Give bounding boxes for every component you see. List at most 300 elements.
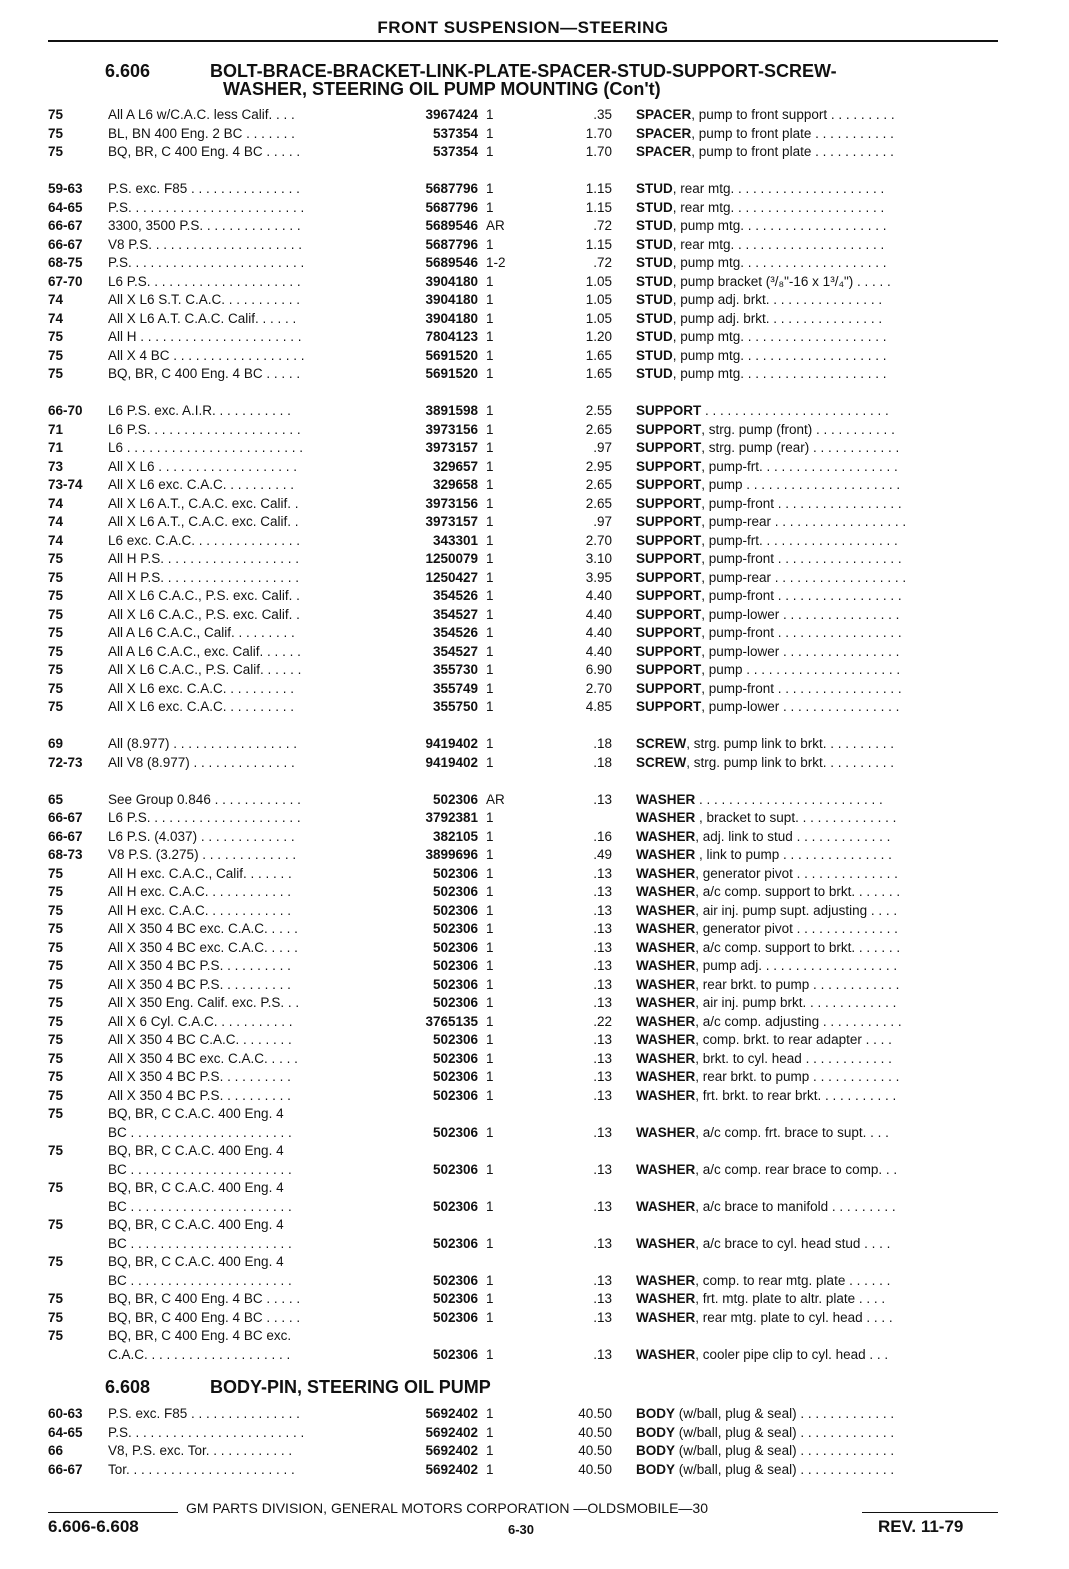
- price-cell: 1.65: [585, 366, 612, 381]
- part-name: SUPPORT: [636, 477, 702, 492]
- part-description: , pump mtg. . . . . . . . . . . . . . . . . . . .: [672, 347, 887, 363]
- price-cell: 4.40: [585, 606, 612, 622]
- table-row: [0, 1216, 1069, 1234]
- year-cell: 69: [48, 736, 64, 751]
- description-cell: [636, 661, 998, 679]
- part-number-cell: 329657: [432, 458, 478, 474]
- part-name: WASHER: [636, 810, 696, 825]
- table-row: [0, 1405, 1069, 1423]
- part-description: , rear mtg. . . . . . . . . . . . . . . . . . . . .: [672, 181, 885, 196]
- quantity-cell: 1: [486, 921, 494, 936]
- application-cell: P.S. exc. F85 . . . . . . . . . . . . . . .: [108, 1406, 300, 1421]
- description-cell: [636, 495, 998, 513]
- part-number-cell: 3792381: [425, 810, 478, 825]
- description-cell: [636, 458, 998, 476]
- quantity-cell: 1: [486, 403, 494, 418]
- part-description: , pump . . . . . . . . . . . . . . . . . . . . .: [701, 662, 901, 677]
- quantity-cell: 1: [486, 273, 494, 289]
- price-cell: 1.15: [585, 236, 612, 252]
- application-cell: BC . . . . . . . . . . . . . . . . . . . . . .: [108, 1235, 292, 1251]
- part-name: BODY: [636, 1424, 676, 1440]
- year-cell: 72-73: [48, 754, 83, 770]
- price-cell: .13: [593, 1198, 612, 1214]
- application-cell: All X 350 Eng. Calif. exc. P.S. . .: [108, 995, 300, 1010]
- year-cell: 75: [48, 1050, 64, 1066]
- table-row: [0, 1068, 1069, 1086]
- table-row: [0, 1087, 1069, 1105]
- price-cell: 1.65: [585, 347, 612, 363]
- quantity-cell: 1: [486, 754, 494, 770]
- application-cell: All H . . . . . . . . . . . . . . . . . . . . . .: [108, 329, 302, 344]
- part-description: (w/ball, plug & seal) . . . . . . . . . . . . .: [675, 1443, 895, 1458]
- part-number-cell: 537354: [432, 125, 478, 141]
- description-cell: [636, 439, 998, 457]
- part-description: , adj. link to stud . . . . . . . . . . . . .: [695, 828, 891, 844]
- footer-revision: REV. 11-79: [878, 1517, 964, 1536]
- quantity-cell: AR: [486, 791, 505, 807]
- part-description: , pump mtg. . . . . . . . . . . . . . . . . . . .: [672, 329, 887, 344]
- part-description: , pump adj. brkt. . . . . . . . . . . . . . . .: [672, 310, 883, 326]
- part-description: , pump-lower . . . . . . . . . . . . . . . .: [701, 606, 900, 622]
- price-cell: .18: [593, 736, 612, 751]
- part-number-cell: 502306: [432, 1161, 478, 1177]
- application-cell: L6 P.S. exc. A.I.R. . . . . . . . . . .: [108, 403, 291, 418]
- part-description: , pump-front . . . . . . . . . . . . . . . . .: [701, 680, 902, 696]
- part-name: WASHER: [636, 1032, 696, 1047]
- quantity-cell: AR: [486, 218, 505, 233]
- quantity-cell: 1: [486, 1069, 494, 1084]
- quantity-cell: 1: [486, 736, 494, 751]
- part-name: WASHER: [636, 1013, 696, 1029]
- application-cell: All X L6 . . . . . . . . . . . . . . . . . . .: [108, 458, 298, 474]
- application-cell: 3300, 3500 P.S. . . . . . . . . . . . . .: [108, 218, 301, 233]
- quantity-cell: 1: [486, 643, 494, 659]
- table-row: [0, 476, 1069, 494]
- quantity-cell: 1-2: [486, 255, 506, 270]
- part-description: , pump adj. . . . . . . . . . . . . . . . . . .: [695, 958, 898, 973]
- part-number-cell: 502306: [432, 1235, 478, 1251]
- description-cell: [636, 1346, 998, 1364]
- part-description: , comp. to rear mtg. plate . . . . . .: [695, 1272, 891, 1288]
- quantity-cell: 1: [486, 884, 494, 899]
- description-cell: [636, 125, 998, 143]
- part-description: , strg. pump (front) . . . . . . . . . . .: [701, 421, 895, 437]
- description-cell: [636, 865, 998, 883]
- description-cell: [636, 1309, 998, 1327]
- price-cell: .16: [593, 828, 612, 844]
- part-number-cell: 5692402: [425, 1461, 478, 1477]
- part-name: WASHER: [636, 791, 696, 807]
- price-cell: 1.05: [585, 292, 612, 307]
- quantity-cell: 1: [486, 366, 494, 381]
- application-cell: BQ, BR, C C.A.C. 400 Eng. 4: [108, 1180, 284, 1195]
- part-name: BODY: [636, 1406, 676, 1421]
- quantity-cell: 1: [486, 1124, 494, 1140]
- description-cell: [636, 883, 998, 901]
- part-number-cell: 354526: [432, 625, 478, 640]
- application-cell: BQ, BR, C 400 Eng. 4 BC . . . . .: [108, 1291, 301, 1306]
- application-cell: L6 P.S. (4.037) . . . . . . . . . . . . .: [108, 828, 295, 844]
- table-row: [0, 1198, 1069, 1216]
- table-row: [0, 791, 1069, 809]
- table-row: [0, 624, 1069, 642]
- price-cell: 2.65: [585, 495, 612, 511]
- description-cell: [636, 347, 998, 365]
- year-cell: 66-70: [48, 403, 83, 418]
- price-cell: 2.65: [585, 421, 612, 437]
- table-row: [0, 735, 1069, 753]
- part-number-cell: 329658: [432, 477, 478, 492]
- description-cell: [636, 402, 998, 420]
- part-description: , pump mtg. . . . . . . . . . . . . . . . . . . .: [672, 366, 887, 381]
- part-name: STUD: [636, 199, 673, 215]
- price-cell: 4.40: [585, 625, 612, 640]
- part-number-cell: 5687796: [425, 236, 478, 252]
- footer-division: GM PARTS DIVISION, GENERAL MOTORS CORPORATION —OLDSMOBILE—30: [186, 1500, 708, 1516]
- application-cell: All X L6 exc. C.A.C. . . . . . . . . .: [108, 477, 295, 492]
- part-number-cell: 3973157: [425, 440, 478, 455]
- table-row: [0, 550, 1069, 568]
- part-name: STUD: [636, 292, 673, 307]
- year-cell: 75: [48, 662, 64, 677]
- table-row: [0, 680, 1069, 698]
- part-name: SUPPORT: [636, 514, 702, 529]
- part-number-cell: 502306: [432, 1198, 478, 1214]
- part-description: , generator pivot . . . . . . . . . . . . . .: [695, 921, 898, 936]
- table-row: [0, 1142, 1069, 1160]
- part-description: (w/ball, plug & seal) . . . . . . . . . . . . .: [675, 1461, 895, 1477]
- description-cell: [636, 976, 998, 994]
- part-description: , frt. mtg. plate to altr. plate . . . .: [695, 1291, 886, 1306]
- section-number: 6.608: [105, 1377, 151, 1397]
- description-cell: [636, 365, 998, 383]
- price-cell: .97: [593, 440, 612, 455]
- price-cell: .13: [593, 865, 612, 881]
- description-cell: [636, 1013, 998, 1031]
- price-cell: 2.70: [585, 532, 612, 548]
- price-cell: .22: [593, 1013, 612, 1029]
- price-cell: .13: [593, 1032, 612, 1047]
- part-description: , a/c comp. support to brkt. . . . . . .: [695, 884, 901, 899]
- part-name: WASHER: [636, 995, 696, 1010]
- part-description: , pump-rear . . . . . . . . . . . . . . . . . .: [701, 514, 907, 529]
- part-description: , pump bracket (³/₈"-16 x 1³/₄") . . . . .: [672, 273, 891, 289]
- price-cell: 2.70: [585, 680, 612, 696]
- application-cell: All X 350 4 BC C.A.C. . . . . . . .: [108, 1032, 292, 1047]
- year-cell: 75: [48, 1087, 64, 1103]
- table-row: [0, 1461, 1069, 1479]
- table-row: [0, 513, 1069, 531]
- part-number-cell: 5692402: [425, 1443, 478, 1458]
- year-cell: 66-67: [48, 810, 83, 825]
- quantity-cell: 1: [486, 1346, 494, 1362]
- application-cell: L6 P.S. . . . . . . . . . . . . . . . . . . . .: [108, 421, 301, 437]
- part-description: , pump-front . . . . . . . . . . . . . . . . .: [701, 625, 902, 640]
- description-cell: [636, 532, 998, 550]
- part-description: , pump-front . . . . . . . . . . . . . . . . .: [701, 588, 902, 603]
- description-cell: [636, 643, 998, 661]
- table-row: [0, 458, 1069, 476]
- application-cell: L6 . . . . . . . . . . . . . . . . . . . . . . . .: [108, 440, 304, 455]
- part-name: WASHER: [636, 1124, 696, 1140]
- quantity-cell: 1: [486, 1443, 494, 1458]
- year-cell: 75: [48, 699, 64, 714]
- table-row: [0, 1050, 1069, 1068]
- part-number-cell: 502306: [432, 1346, 478, 1362]
- part-name: WASHER: [636, 976, 696, 992]
- table-row: [0, 1272, 1069, 1290]
- year-cell: 75: [48, 1069, 64, 1084]
- year-cell: 75: [48, 1143, 64, 1158]
- description-cell: [636, 217, 998, 235]
- price-cell: 1.15: [585, 199, 612, 215]
- application-cell: BQ, BR, C 400 Eng. 4 BC . . . . .: [108, 1309, 301, 1325]
- year-cell: 75: [48, 1291, 64, 1306]
- part-number-cell: 502306: [432, 921, 478, 936]
- part-number-cell: 502306: [432, 1124, 478, 1140]
- year-cell: 71: [48, 421, 64, 437]
- application-cell: BQ, BR, C 400 Eng. 4 BC exc.: [108, 1328, 292, 1343]
- quantity-cell: 1: [486, 810, 494, 825]
- part-description: , pump . . . . . . . . . . . . . . . . . . . . .: [701, 477, 901, 492]
- part-number-cell: 1250079: [425, 551, 478, 566]
- part-number-cell: 502306: [432, 884, 478, 899]
- part-number-cell: 5689546: [425, 218, 478, 233]
- part-description: , link to pump . . . . . . . . . . . . . . .: [695, 847, 892, 862]
- table-row: [0, 1327, 1069, 1345]
- price-cell: .13: [593, 1346, 612, 1362]
- table-row: [0, 661, 1069, 679]
- application-cell: All H P.S. . . . . . . . . . . . . . . . . . .: [108, 551, 300, 566]
- year-cell: 75: [48, 606, 64, 622]
- part-description: , a/c comp. support to brkt. . . . . . .: [695, 939, 901, 955]
- year-cell: 74: [48, 514, 64, 529]
- year-cell: 75: [48, 144, 64, 159]
- quantity-cell: 1: [486, 865, 494, 881]
- quantity-cell: 1: [486, 976, 494, 992]
- part-name: WASHER: [636, 958, 696, 973]
- application-cell: All A L6 C.A.C., Calif. . . . . . . . .: [108, 625, 295, 640]
- part-description: , air inj. pump supt. adjusting . . . .: [695, 902, 898, 918]
- quantity-cell: 1: [486, 551, 494, 566]
- quantity-cell: 1: [486, 125, 494, 141]
- part-name: SUPPORT: [636, 643, 702, 659]
- table-row: [0, 1031, 1069, 1049]
- table-row: [0, 310, 1069, 328]
- year-cell: 66-67: [48, 218, 83, 233]
- part-number-cell: 3904180: [425, 273, 478, 289]
- part-description: , comp. brkt. to rear adapter . . . .: [695, 1032, 892, 1047]
- description-cell: [636, 994, 998, 1012]
- year-cell: 75: [48, 366, 64, 381]
- year-cell: 75: [48, 995, 64, 1010]
- part-number-cell: 502306: [432, 1272, 478, 1288]
- description-cell: [636, 1290, 998, 1308]
- quantity-cell: 1: [486, 1161, 494, 1177]
- price-cell: 4.85: [585, 699, 612, 714]
- application-cell: BQ, BR, C C.A.C. 400 Eng. 4: [108, 1143, 284, 1158]
- part-name: SUPPORT: [636, 680, 702, 696]
- quantity-cell: 1: [486, 588, 494, 603]
- part-number-cell: 502306: [432, 939, 478, 955]
- part-name: SUPPORT: [636, 699, 702, 714]
- year-cell: 75: [48, 1217, 64, 1232]
- part-name: WASHER: [636, 865, 696, 881]
- application-cell: All X 6 Cyl. C.A.C. . . . . . . . . . .: [108, 1013, 293, 1029]
- part-name: SUPPORT: [636, 458, 702, 474]
- part-name: STUD: [636, 273, 673, 289]
- quantity-cell: 1: [486, 680, 494, 696]
- quantity-cell: 1: [486, 1461, 494, 1477]
- part-number-cell: 502306: [432, 791, 478, 807]
- part-name: SUPPORT: [636, 495, 702, 511]
- part-number-cell: 502306: [432, 1291, 478, 1306]
- quantity-cell: 1: [486, 1406, 494, 1421]
- description-cell: [636, 1031, 998, 1049]
- quantity-cell: 1: [486, 1013, 494, 1029]
- price-cell: .13: [593, 902, 612, 918]
- application-cell: All X 350 4 BC exc. C.A.C. . . . .: [108, 921, 298, 936]
- quantity-cell: 1: [486, 421, 494, 437]
- part-name: SUPPORT: [636, 606, 702, 622]
- section-number: 6.606: [105, 61, 151, 81]
- part-description: , air inj. pump brkt. . . . . . . . . . . . .: [695, 995, 897, 1010]
- price-cell: .13: [593, 976, 612, 992]
- table-row: [0, 365, 1069, 383]
- year-cell: 75: [48, 625, 64, 640]
- quantity-cell: 1: [486, 1309, 494, 1325]
- table-row: [0, 698, 1069, 716]
- table-row: [0, 809, 1069, 827]
- application-cell: All H P.S. . . . . . . . . . . . . . . . . . .: [108, 569, 300, 585]
- table-row: [0, 217, 1069, 235]
- table-row: [0, 125, 1069, 143]
- year-cell: 75: [48, 1309, 64, 1325]
- application-cell: V8 P.S. (3.275) . . . . . . . . . . . . .: [108, 847, 297, 862]
- description-cell: [636, 902, 998, 920]
- part-number-cell: 5687796: [425, 181, 478, 196]
- table-row: [0, 587, 1069, 605]
- price-cell: .49: [593, 847, 612, 862]
- application-cell: All A L6 w/C.A.C. less Calif. . . .: [108, 107, 295, 122]
- table-row: [0, 643, 1069, 661]
- table-row: [0, 1161, 1069, 1179]
- quantity-cell: 1: [486, 699, 494, 714]
- application-cell: All X L6 C.A.C., P.S. exc. Calif. .: [108, 588, 300, 603]
- table-row: [0, 902, 1069, 920]
- description-cell: [636, 606, 998, 624]
- part-name: STUD: [636, 329, 673, 344]
- price-cell: 4.40: [585, 588, 612, 603]
- application-cell: Tor. . . . . . . . . . . . . . . . . . . . . . .: [108, 1461, 295, 1477]
- description-cell: [636, 254, 998, 272]
- quantity-cell: 1: [486, 995, 494, 1010]
- quantity-cell: 1: [486, 569, 494, 585]
- table-row: [0, 883, 1069, 901]
- part-description: , a/c comp. rear brace to comp. . .: [695, 1161, 898, 1177]
- part-description: , pump to front plate . . . . . . . . . . .: [691, 125, 894, 141]
- part-description: , pump-lower . . . . . . . . . . . . . . . .: [701, 643, 900, 659]
- description-cell: [636, 957, 998, 975]
- price-cell: 3.10: [585, 551, 612, 566]
- part-description: , rear brkt. to pump . . . . . . . . . . . .: [695, 976, 900, 992]
- table-row: [0, 1179, 1069, 1197]
- part-name: SCREW: [636, 754, 687, 770]
- application-cell: See Group 0.846 . . . . . . . . . . . .: [108, 791, 301, 807]
- price-cell: .13: [593, 1124, 612, 1140]
- part-number-cell: 3891598: [425, 403, 478, 418]
- part-name: WASHER: [636, 847, 696, 862]
- quantity-cell: 1: [486, 477, 494, 492]
- part-number-cell: 502306: [432, 1069, 478, 1084]
- year-cell: 75: [48, 588, 64, 603]
- application-cell: P.S. . . . . . . . . . . . . . . . . . . . . . . .: [108, 255, 305, 270]
- application-cell: BQ, BR, C C.A.C. 400 Eng. 4: [108, 1254, 284, 1269]
- table-row: [0, 939, 1069, 957]
- application-cell: All X 350 4 BC P.S. . . . . . . . . .: [108, 958, 291, 973]
- quantity-cell: 1: [486, 1291, 494, 1306]
- year-cell: 75: [48, 921, 64, 936]
- description-cell: [636, 143, 998, 161]
- price-cell: .13: [593, 1272, 612, 1288]
- year-cell: 75: [48, 1032, 64, 1047]
- part-description: , a/c comp. frt. brace to supt. . . .: [695, 1124, 889, 1140]
- quantity-cell: 1: [486, 1032, 494, 1047]
- year-cell: 68-75: [48, 255, 83, 270]
- description-cell: [636, 698, 998, 716]
- application-cell: All X 350 4 BC P.S. . . . . . . . . .: [108, 1069, 291, 1084]
- price-cell: .72: [593, 255, 612, 270]
- year-cell: 65: [48, 791, 64, 807]
- quantity-cell: 1: [486, 347, 494, 363]
- description-cell: [636, 569, 998, 587]
- application-cell: All X L6 C.A.C., P.S. Calif. . . . . .: [108, 662, 302, 677]
- part-number-cell: 502306: [432, 1087, 478, 1103]
- table-row: [0, 920, 1069, 938]
- part-name: WASHER: [636, 1050, 696, 1066]
- part-description: , pump to front support . . . . . . . . .: [691, 107, 895, 122]
- price-cell: .13: [593, 1309, 612, 1325]
- part-number-cell: 3899696: [425, 847, 478, 862]
- part-number-cell: 3973157: [425, 514, 478, 529]
- part-number-cell: 5689546: [425, 255, 478, 270]
- quantity-cell: 1: [486, 1272, 494, 1288]
- table-row: [0, 828, 1069, 846]
- year-cell: 75: [48, 1013, 64, 1029]
- year-cell: 75: [48, 884, 64, 899]
- quantity-cell: 1: [486, 199, 494, 215]
- year-cell: 75: [48, 1254, 64, 1269]
- application-cell: All X L6 S.T. C.A.C. . . . . . . . . . .: [108, 292, 301, 307]
- table-row: [0, 1124, 1069, 1142]
- year-cell: 75: [48, 1106, 64, 1121]
- price-cell: .13: [593, 939, 612, 955]
- application-cell: All A L6 C.A.C., exc. Calif. . . . . .: [108, 643, 301, 659]
- quantity-cell: 1: [486, 440, 494, 455]
- price-cell: .13: [593, 884, 612, 899]
- part-name: WASHER: [636, 921, 696, 936]
- application-cell: All X L6 A.T., C.A.C. exc. Calif. .: [108, 514, 299, 529]
- table-row: [0, 421, 1069, 439]
- part-description: , strg. pump link to brkt. . . . . . . . . .: [686, 736, 895, 751]
- year-cell: 64-65: [48, 199, 83, 215]
- description-cell: [636, 421, 998, 439]
- application-cell: BC . . . . . . . . . . . . . . . . . . . . . .: [108, 1272, 292, 1288]
- description-cell: [636, 236, 998, 254]
- part-description: , a/c brace to cyl. head stud . . . .: [695, 1235, 891, 1251]
- part-description: , pump mtg. . . . . . . . . . . . . . . . . . . .: [672, 255, 887, 270]
- part-number-cell: 3904180: [425, 310, 478, 326]
